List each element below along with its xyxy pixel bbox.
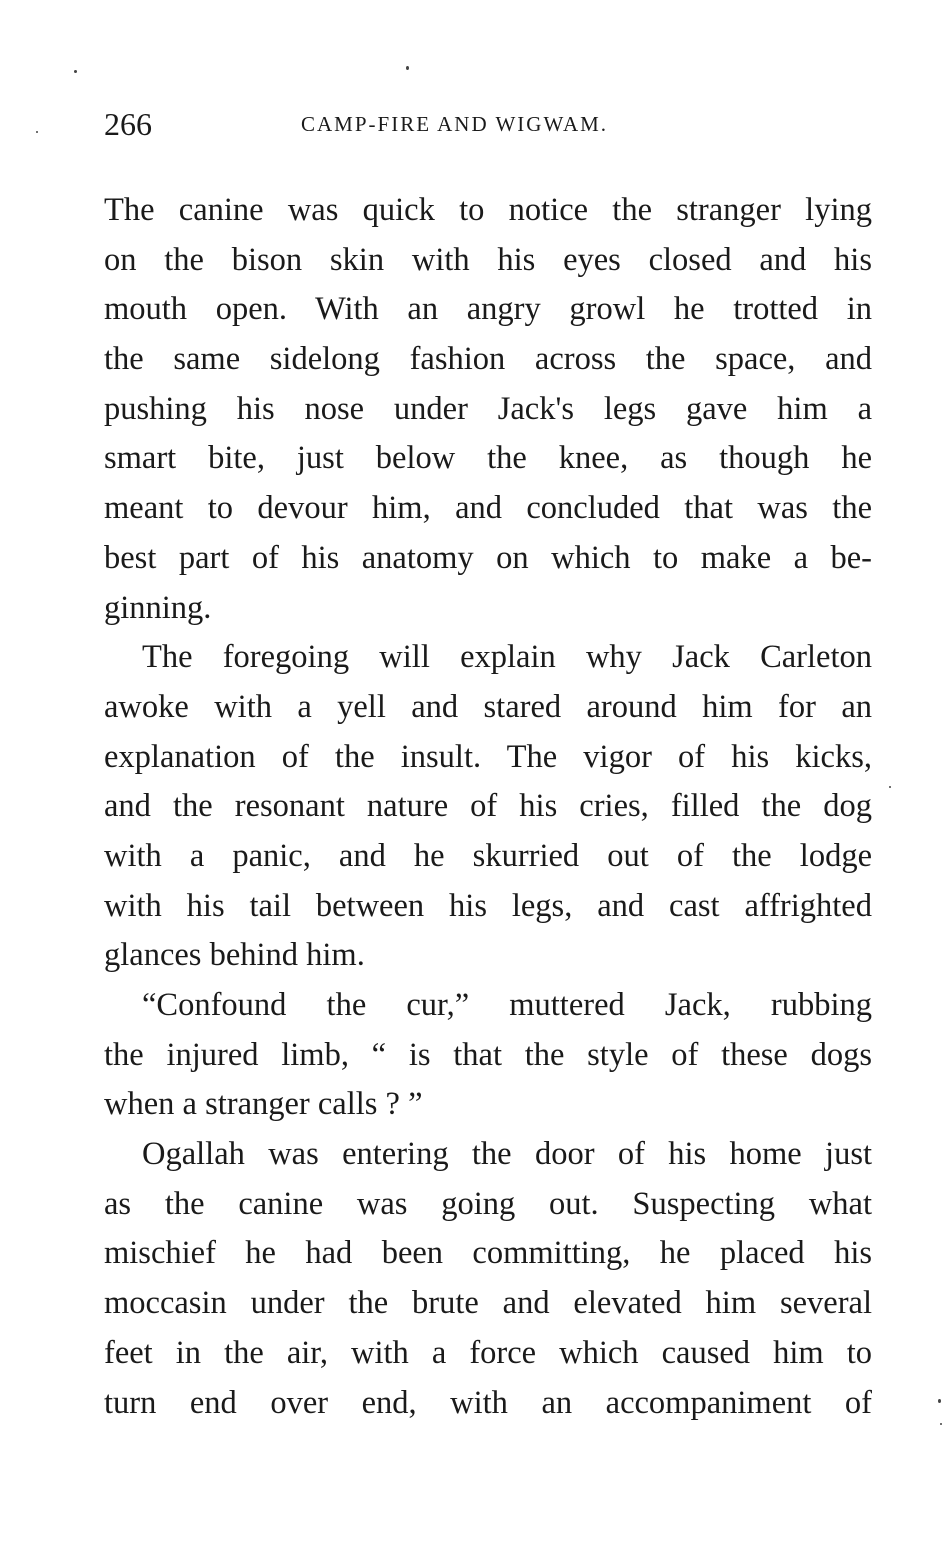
body-text (104, 186, 872, 1428)
scan-speck (889, 786, 891, 788)
text-line: ginning. (104, 589, 212, 626)
text-line: when a stranger calls ? ” (104, 1086, 423, 1123)
text-line: feet in the air, with a force which caused him to (104, 1334, 872, 1371)
page-header (104, 104, 870, 144)
text-line: moccasin under the brute and elevated him several (104, 1285, 872, 1322)
text-line: mouth open. With an angry growl he trotted in (104, 291, 872, 328)
text-line: Ogallah was entering the door of his home just (142, 1136, 872, 1173)
paragraph-4 (104, 1130, 872, 1428)
text-line: with his tail between his legs, and cast affrighted (104, 887, 872, 924)
text-line: mischief he had been committing, he placed his (104, 1235, 872, 1272)
text-line: the injured limb, “ is that the style of these dogs (104, 1036, 872, 1073)
text-line: glances behind him. (104, 937, 365, 974)
scan-speck (938, 1399, 941, 1403)
text-line: best part of his anatomy on which to make a be- (104, 539, 872, 576)
paragraph-1 (104, 186, 872, 633)
text-line: explanation of the insult. The vigor of his kicks, (104, 738, 872, 775)
text-line: smart bite, just below the knee, as though he (104, 440, 872, 477)
page-number: 266 (104, 106, 152, 142)
text-line: and the resonant nature of his cries, filled the dog (104, 788, 872, 825)
scan-speck (74, 70, 77, 73)
text-line: turn end over end, with an accompaniment of (104, 1384, 872, 1421)
paragraph-3 (104, 981, 872, 1130)
text-line: awoke with a yell and stared around him for an (104, 688, 872, 725)
text-line: as the canine was going out. Suspecting what (104, 1185, 872, 1222)
scan-speck (406, 66, 409, 70)
scan-speck (36, 131, 38, 133)
text-line: pushing his nose under Jack's legs gave him a (104, 390, 872, 427)
text-line: The canine was quick to notice the stranger lying (104, 192, 872, 228)
text-line: the same sidelong fashion across the space, and (104, 341, 872, 378)
scan-speck (940, 1423, 942, 1425)
text-line: on the bison skin with his eyes closed and his (104, 241, 872, 278)
text-line: The foregoing will explain why Jack Carleton (142, 639, 872, 676)
text-line: meant to devour him, and concluded that was the (104, 490, 872, 527)
text-line: with a panic, and he skurried out of the lodge (104, 837, 872, 874)
paragraph-2 (104, 633, 872, 981)
text-line: “Confound the cur,” muttered Jack, rubbing (142, 987, 872, 1023)
running-head: CAMP-FIRE AND WIGWAM. (301, 112, 609, 136)
